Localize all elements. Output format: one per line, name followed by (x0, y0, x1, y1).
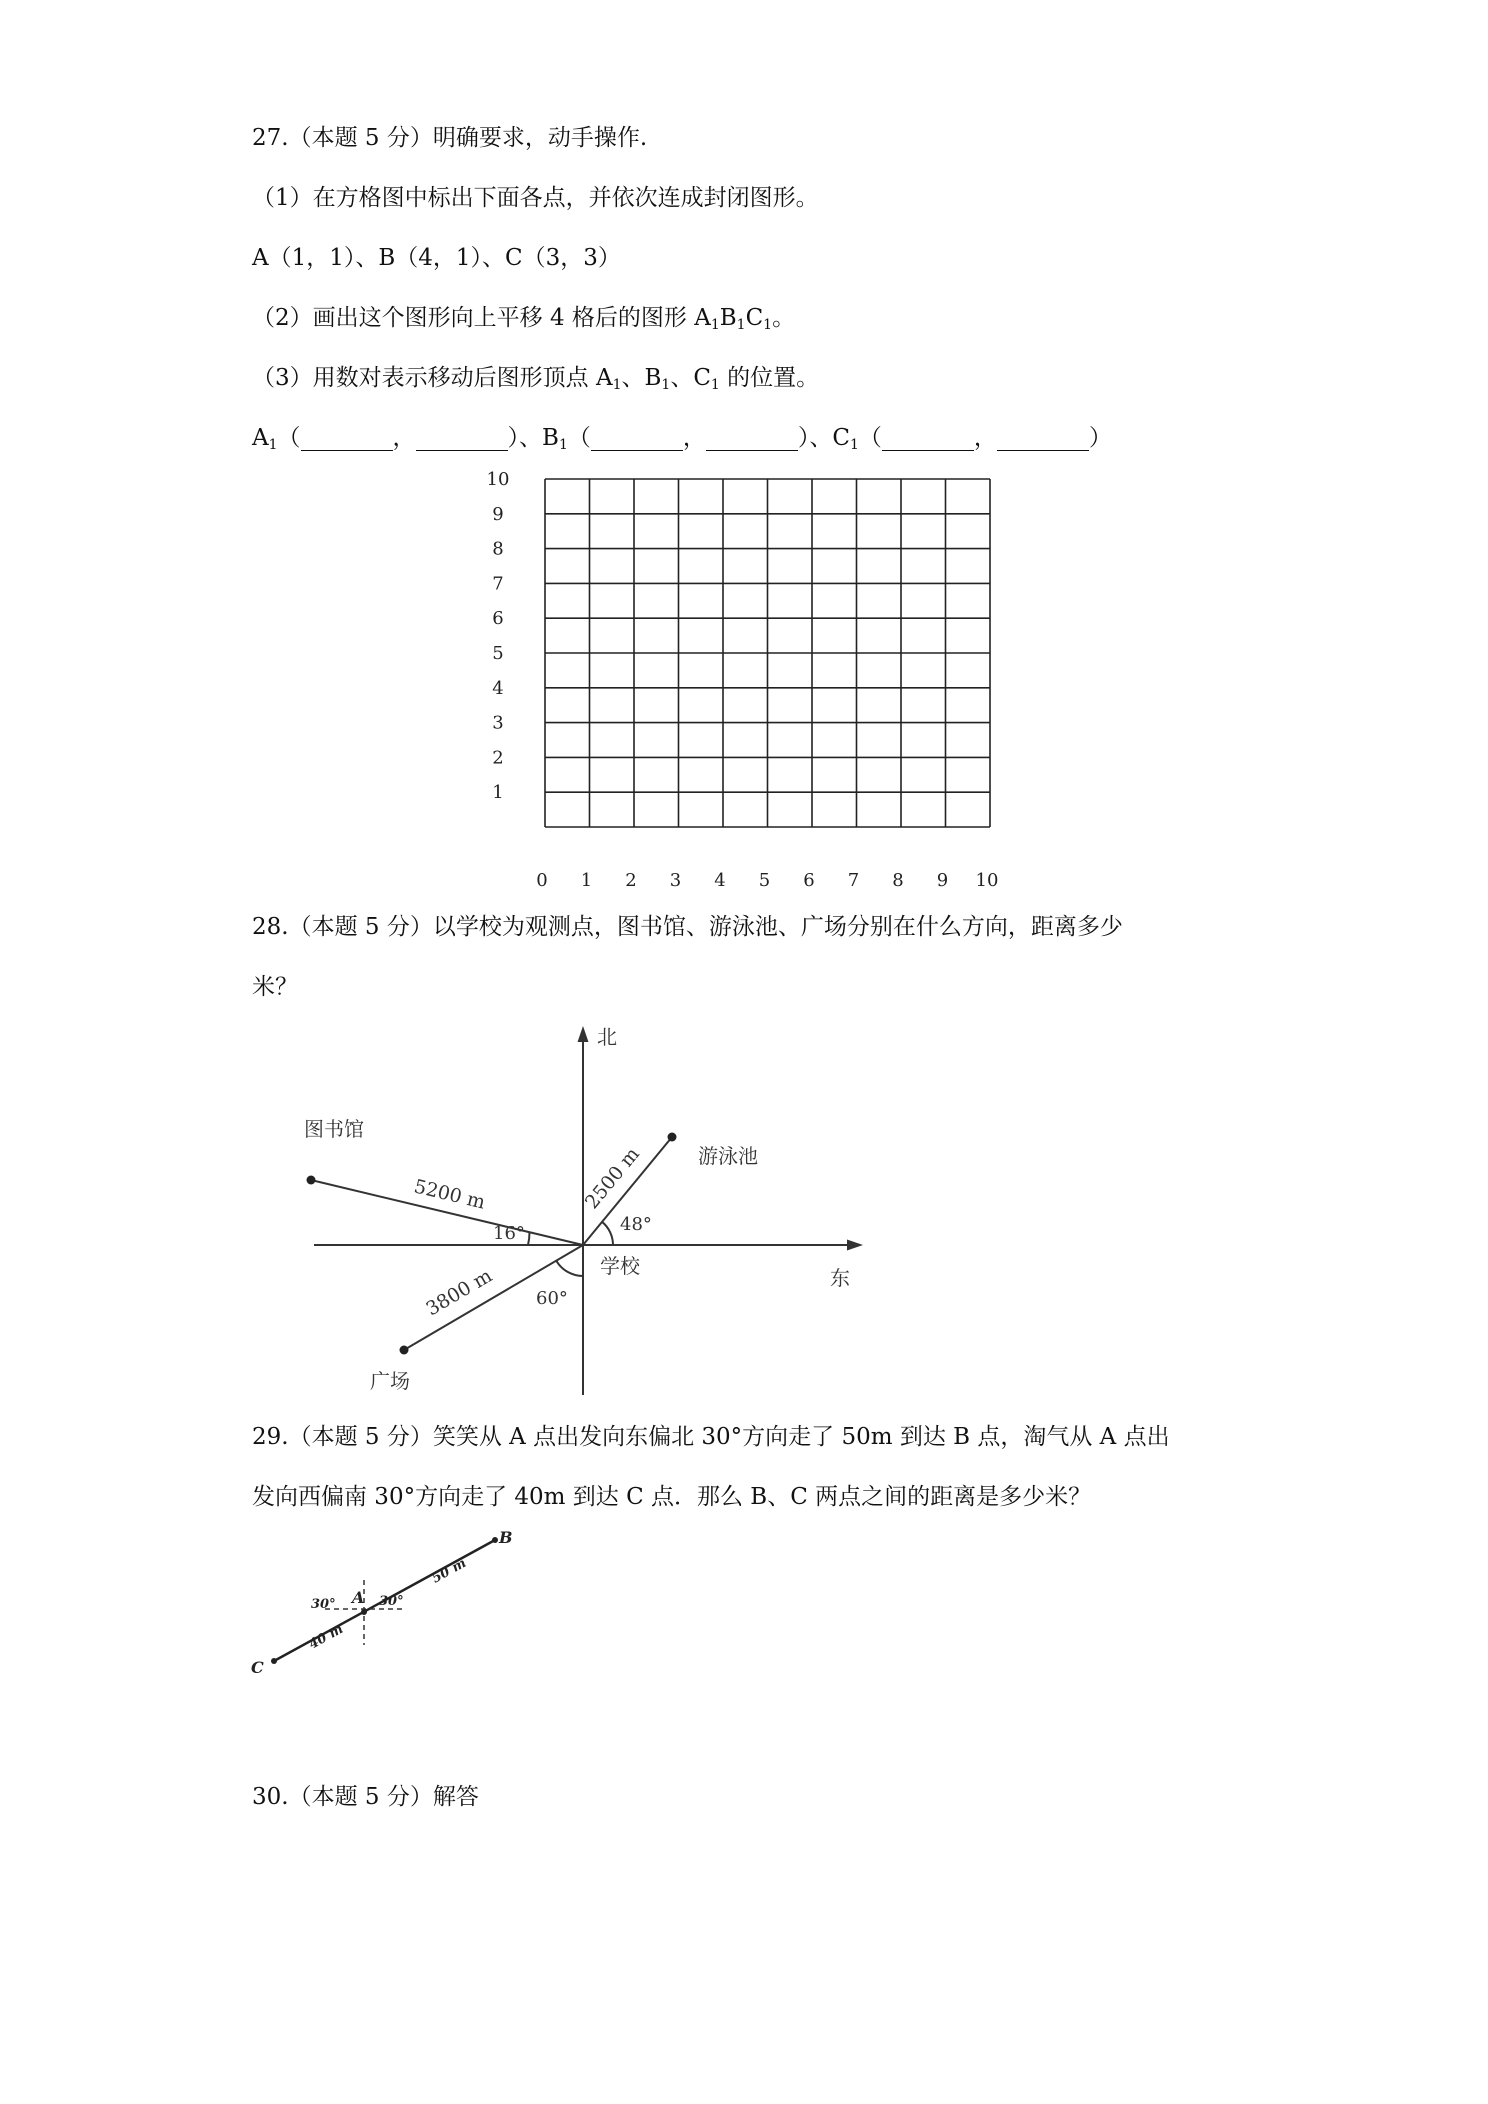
angle-right: 30° (379, 1594, 404, 1609)
pool-point (668, 1133, 677, 1142)
q28-title-line1: 28.（本题 5 分）以学校为观测点，图书馆、游泳池、广场分别在什么方向，距离多少 (252, 914, 1123, 940)
library-distance: 5200 m (411, 1175, 488, 1214)
y-tick-label: 9 (492, 503, 504, 525)
x-tick-label: 7 (847, 870, 860, 891)
square-angle: 60° (536, 1288, 568, 1309)
x-tick-label: 3 (669, 870, 682, 891)
x-tick-label: 1 (580, 870, 593, 891)
q27-answer-line: $A_1$（ ， ）、$B_1$（ ， ）、$C_1$（ ， ） (252, 425, 1112, 453)
east-label: 东 (830, 1266, 850, 1290)
x-tick-label: 5 (758, 870, 771, 891)
q28-title-line2: 米？ (252, 974, 298, 1000)
answer-blank[interactable] (997, 428, 1089, 451)
pool-distance: 2500 m (580, 1143, 644, 1214)
answer-blank[interactable] (301, 428, 393, 451)
q30-title: 30.（本题 5 分）解答 (252, 1784, 479, 1810)
direction-diagram (300, 1020, 880, 1400)
walking-diagram (245, 1525, 535, 1675)
q27-part1: （1）在方格图中标出下面各点，并依次连成封闭图形。 (252, 185, 819, 211)
q27-part2: （2）画出这个图形向上平移 4 格后的图形 $A_1B_1C_1$。 (252, 305, 796, 333)
q27-points: A（1，1）、B（4，1）、C（3，3） (252, 245, 621, 271)
y-tick-label: 2 (492, 747, 504, 769)
answer-blank[interactable] (706, 428, 798, 451)
label-B: B (499, 1528, 513, 1547)
point-A (361, 1609, 367, 1615)
pool-label: 游泳池 (698, 1144, 758, 1168)
square-angle-arc (556, 1261, 583, 1276)
point-C (271, 1658, 277, 1664)
x-tick-label: 0 (536, 870, 548, 891)
library-angle-arc (528, 1232, 530, 1245)
y-tick-label: 5 (492, 643, 504, 664)
north-label: 北 (597, 1025, 617, 1049)
angle-left: 30° (311, 1597, 336, 1612)
x-tick-label: 2 (625, 870, 637, 891)
pool-angle: 48° (620, 1214, 652, 1235)
origin-label: 学校 (600, 1254, 640, 1278)
answer-blank[interactable] (416, 428, 508, 451)
y-tick-label: 7 (492, 573, 504, 595)
q29-title-line1: 29.（本题 5 分）笑笑从 A 点出发向东偏北 30°方向走了 50m 到达 B 点，淘气从 A 点出 (252, 1424, 1170, 1450)
x-tick-label: 8 (892, 870, 904, 891)
point-B (492, 1537, 498, 1543)
library-point (307, 1176, 316, 1185)
square-point (400, 1346, 409, 1355)
pool-angle-arc (602, 1222, 613, 1245)
x-tick-label: 10 (975, 870, 999, 891)
x-tick-label: 9 (936, 870, 949, 891)
y-tick-label: 8 (492, 538, 504, 560)
y-tick-label: 6 (492, 608, 504, 630)
east-arrow-icon (847, 1240, 863, 1251)
answer-blank[interactable] (591, 428, 683, 451)
x-tick-label: 6 (803, 870, 815, 891)
north-arrow-icon (578, 1026, 589, 1042)
y-tick-label: 1 (492, 782, 504, 804)
q27-title: 27.（本题 5 分）明确要求，动手操作. (252, 125, 648, 151)
q27-part3: （3）用数对表示移动后图形顶点 $A_1$、$B_1$、$C_1$ 的位置。 (252, 365, 820, 393)
library-label: 图书馆 (304, 1117, 364, 1141)
x-tick-label: 4 (714, 870, 726, 891)
y-tick-label: 4 (492, 677, 504, 699)
answer-blank[interactable] (882, 428, 974, 451)
distance-AB: 50 m (429, 1555, 469, 1587)
coordinate-grid (480, 470, 1020, 900)
y-tick-label: 10 (486, 470, 510, 490)
library-angle: 16° (493, 1223, 525, 1244)
label-A: A (352, 1588, 365, 1607)
distance-AC: 40 m (306, 1621, 346, 1653)
q29-title-line2: 发向西偏南 30°方向走了 40m 到达 C 点．那么 B、C 两点之间的距离是多少米？ (252, 1484, 1092, 1510)
square-label: 广场 (370, 1369, 410, 1393)
square-distance: 3800 m (422, 1264, 496, 1321)
y-tick-label: 3 (492, 712, 504, 734)
label-C: C (251, 1658, 264, 1675)
